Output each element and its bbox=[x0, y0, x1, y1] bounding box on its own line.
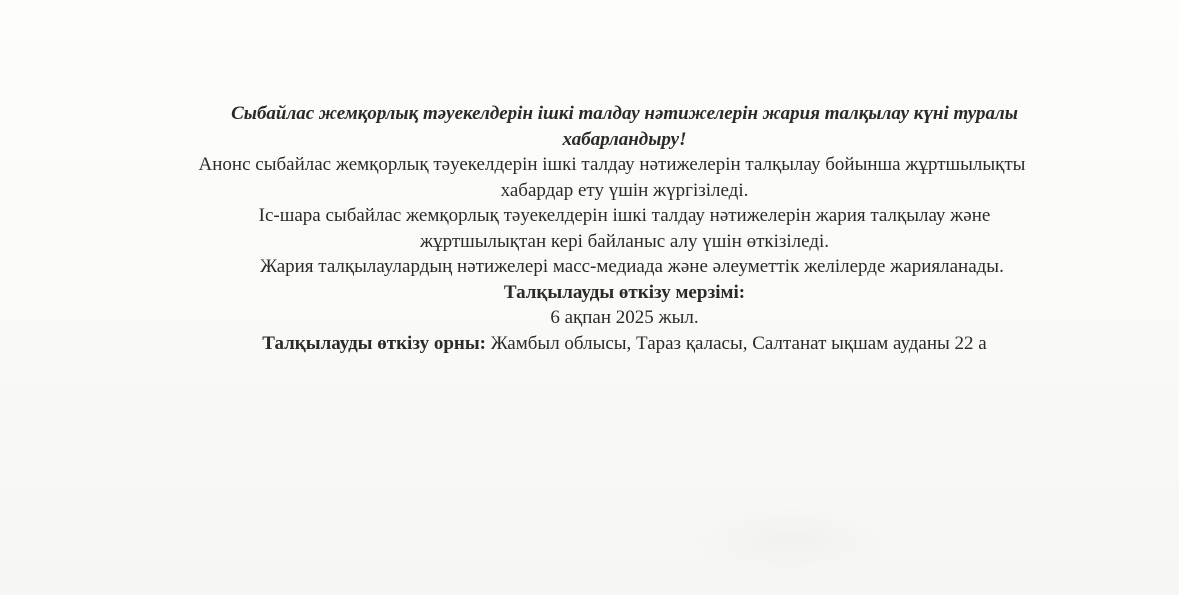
paragraph-1-line2: хабардар ету үшін жүргізіледі. bbox=[500, 179, 749, 201]
discussion-place-value: Жамбыл облысы, Тараз қаласы, Салтанат ықшам ауданы 22 а bbox=[486, 332, 987, 354]
announcement-title-line1: Сыбайлас жемқорлық тәуекелдерін ішкі талдау нәтижелерін жария талқылау күні туралы bbox=[231, 103, 1018, 124]
paragraph-2-line1: Іс-шара сыбайлас жемқорлық тәуекелдерін ішкі талдау нәтижелерін жария талқылау және bbox=[258, 205, 991, 226]
discussion-place-label: Талқылауды өткізу орны: bbox=[262, 332, 486, 354]
paragraph-2-line2: жұртшылықтан кері байланыс алу үшін өткізіледі. bbox=[419, 230, 830, 252]
bleed-through-smudge bbox=[690, 505, 890, 575]
discussion-place bbox=[0, 331, 1179, 357]
paragraph-1-line1: Анонс сыбайлас жемқорлық тәуекелдерін ішкі талдау нәтижелерін талқылау бойынша жұртшылықты bbox=[198, 154, 1026, 175]
discussion-date: 6 ақпан 2025 жыл. bbox=[550, 307, 699, 328]
announcement-title-line2: хабарландыру! bbox=[562, 128, 687, 150]
discussion-date-heading: Талқылауды өткізу мерзімі: bbox=[503, 281, 746, 303]
paragraph-3: Жария талқылаулардың нәтижелері масс-медиада және әлеуметтік желілерде жарияланады. bbox=[260, 256, 1004, 277]
announcement-body bbox=[0, 101, 1179, 356]
